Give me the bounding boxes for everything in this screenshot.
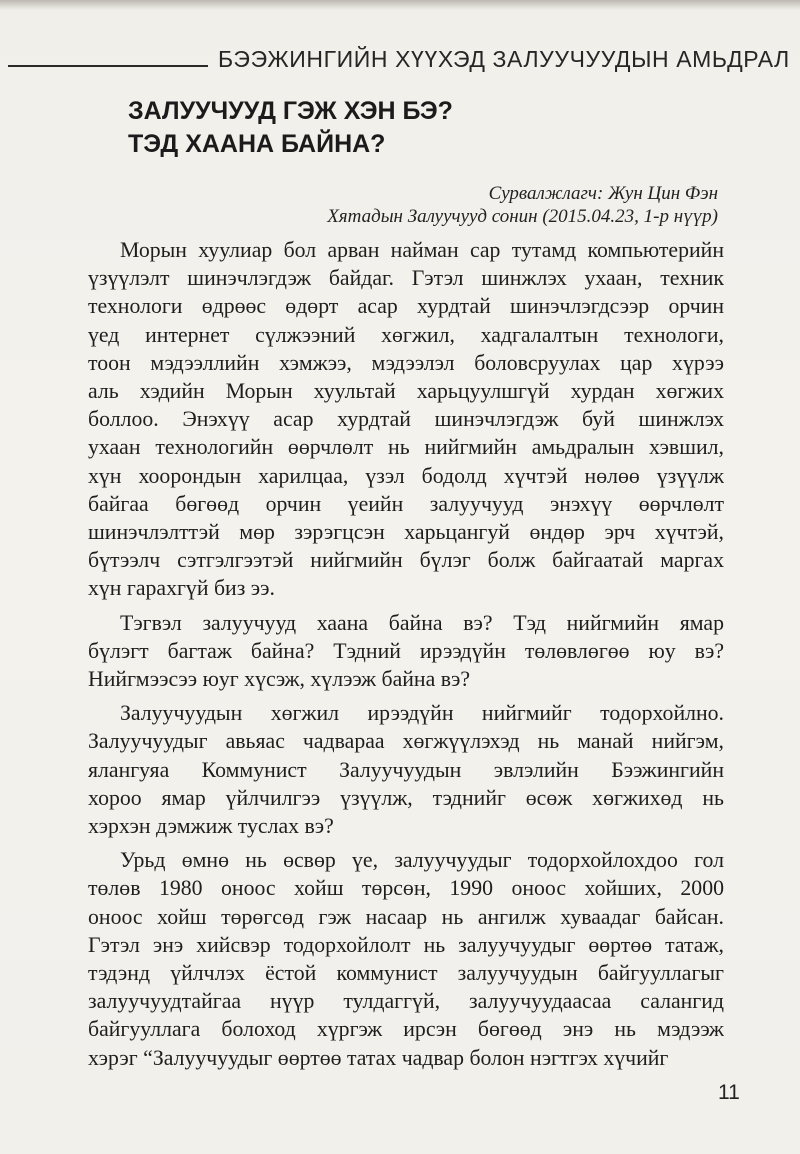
byline-source: Хятадын Залуучууд сонин (2015.04.23, 1-р нүүр) xyxy=(327,206,718,227)
body-paragraph xyxy=(88,699,724,840)
page-top-shadow xyxy=(0,0,800,10)
running-title: БЭЭЖИНГИЙН ХҮҮХЭД ЗАЛУУЧУУДЫН АМЬДРАЛ xyxy=(218,46,790,72)
paragraph-line: төлөв 1980 оноос хойш төрсөн, 1990 оноос хойших, 2000 xyxy=(88,876,724,901)
paragraph-line: боллоо. Энэхүү асар хурдтай шинэчлэгдэж буй шинжлэх xyxy=(88,407,724,432)
body-paragraph xyxy=(88,609,724,694)
paragraph-line: байгаа бөгөөд орчин үеийн залуучууд энэхүү өөрчлөлт xyxy=(88,491,724,516)
paragraph-line: Морын хуулиар бол арван найман сар тутамд компьютерийн xyxy=(120,238,724,262)
paragraph-line: бүтээлч сэтгэлгээтэй нийгмийн бүлэг болж байгаатай маргах xyxy=(88,548,724,573)
article-title xyxy=(128,95,453,161)
paragraph-line: ухаан технологийн өөрчлөлт нь нийгмийн амьдралын хэвшил, xyxy=(88,435,724,460)
paragraph-line: Нийгмээсээ юуг хүсэж, хүлээж байна вэ? xyxy=(88,667,471,692)
paragraph-line: үзүүлэлт шинэчлэгдэж байдаг. Гэтэл шинжлэх ухаан, техник xyxy=(88,266,724,291)
paragraph-line: үед интернет сүлжээний хөгжил, хадгалалтын технологи, xyxy=(88,322,724,347)
paragraph-line: хороо ямар үйлчилгээ үзүүлж, тэднийг өсөж хөгжихөд нь xyxy=(88,785,724,810)
article-title-line: ЗАЛУУЧУУД ГЭЖ ХЭН БЭ? xyxy=(128,97,453,125)
paragraph-line: технологи өдрөөс өдөрт асар хурдтай шинэчлэгдсээр орчин xyxy=(88,294,724,319)
page-number: 11 xyxy=(718,1081,740,1104)
paragraph-line: хүн хоорондын харилцаа, үзэл бодолд хүчтэй нөлөө үзүүлж xyxy=(88,463,724,488)
paragraph-line: Залуучуудын хөгжил ирээдүйн нийгмийг тодорхойлно. xyxy=(120,701,724,726)
body-paragraph xyxy=(88,846,724,1072)
paragraph-line: Гэтэл энэ хийсвэр тодорхойлолт нь залуучуудыг өөртөө татаж, xyxy=(88,932,724,957)
paragraph-line: тэдэнд үйлчлэх ёстой коммунист залуучуудын байгууллагыг xyxy=(88,961,724,986)
paragraph-line: бүлэгт багтаж байна? Тэдний ирээдүйн төлөвлөгөө юу вэ? xyxy=(88,638,724,663)
body-paragraph xyxy=(88,236,724,603)
running-header xyxy=(0,46,800,76)
article-body xyxy=(88,236,724,1078)
paragraph-line: Урьд өмнө нь өсвөр үе, залуучуудыг тодорхойлохдоо гол xyxy=(120,848,724,873)
paragraph-line: шинэчлэлттэй мөр зэрэгцсэн харьцангуй өндөр эрч хүчтэй, xyxy=(88,520,724,545)
paragraph-line: ялангуяа Коммунист Залуучуудын эвлэлийн Бээжингийн xyxy=(88,757,724,782)
byline-reporter: Сурвалжлагч: Жун Цин Фэн xyxy=(488,183,718,204)
paragraph-line: Залуучуудыг авьяас чадвараа хөгжүүлэхэд нь манай нийгэм, xyxy=(88,729,724,754)
header-rule xyxy=(8,65,208,67)
paragraph-line: оноос хойш төрөгсөд гэж насаар нь ангилж хуваадаг байсан. xyxy=(88,904,724,929)
paragraph-line: залуучуудтайгаа нүүр тулдаггүй, залуучуудаасаа салангид xyxy=(88,989,724,1014)
paragraph-line: хэрхэн дэмжиж туслах вэ? xyxy=(88,814,334,839)
paragraph-line: хэрэг “Залуучуудыг өөртөө татах чадвар болон нэгтгэх хүчийг xyxy=(88,1045,669,1070)
article-byline xyxy=(327,182,718,228)
paragraph-line: байгууллага болоход хүргэж ирсэн бөгөөд энэ нь мэдээж xyxy=(88,1017,724,1042)
article-title-line: ТЭД ХААНА БАЙНА? xyxy=(128,130,386,158)
paragraph-line: аль хэдийн Морын хуультай харьцуулшгүй хурдан хөгжих xyxy=(88,379,724,404)
paragraph-line: тоон мэдээллийн хэмжээ, мэдээлэл боловсруулах цар хүрээ xyxy=(88,350,724,375)
paragraph-line: Тэгвэл залуучууд хаана байна вэ? Тэд нийгмийн ямар xyxy=(120,610,724,635)
paragraph-line: хүн гарахгүй биз ээ. xyxy=(88,576,275,601)
